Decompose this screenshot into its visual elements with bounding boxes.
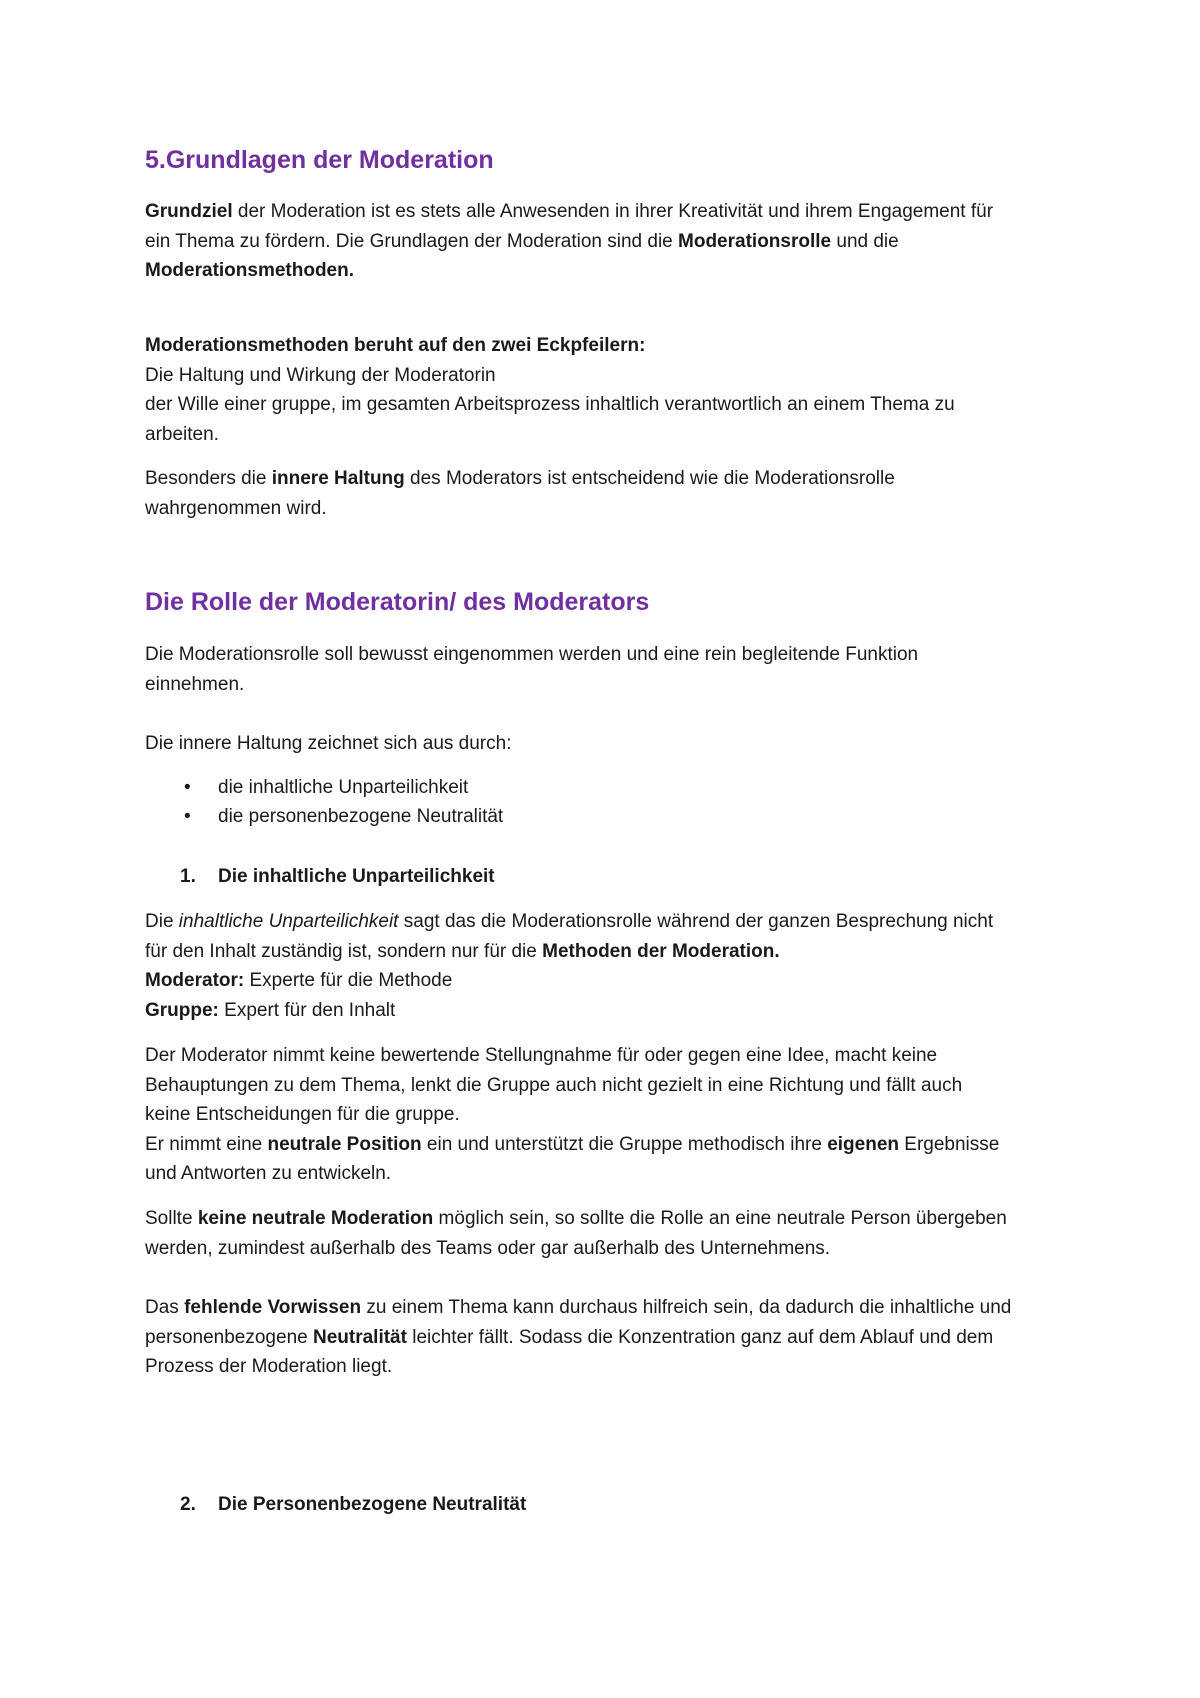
bold-term: fehlende Vorwissen [184, 1297, 362, 1318]
list-number: 1. [180, 866, 196, 887]
vorwissen-paragraph: Das fehlende Vorwissen zu einem Thema kann durchaus hilfreich sein, da dadurch die inhaltliche und personenbezogene Neutralität leichter fällt. Sodass die Konzentration ganz auf dem Ablauf und dem Prozess der Moderation liegt. [145, 1297, 1012, 1377]
methods-line: arbeiten. [145, 423, 219, 445]
section-heading-rolle: Die Rolle der Moderatorin/ des Moderators [145, 588, 650, 616]
bold-term: eigenen [827, 1133, 900, 1155]
bold-term: Neutralität [312, 1326, 407, 1348]
bold-term: Grundziel [145, 201, 233, 222]
rolle-paragraph: Die Moderationsrolle soll bewusst eingenommen werden und eine rein begleitende Funktion einnehmen. [145, 644, 919, 695]
methods-line: Die Haltung und Wirkung der Moderatorin [145, 364, 496, 386]
bold-term: innere Haltung [271, 468, 405, 489]
subheading-title: Die inhaltliche Unparteilichkeit [218, 866, 495, 887]
neutral-person-paragraph: Sollte keine neutrale Moderation möglich sein, so sollte die Rolle an eine neutrale Person übergeben werden, zumindest außerhalb des Teams oder gar außerhalb des Unternehmens. [145, 1208, 1007, 1259]
intro-paragraph: Grundziel der Moderation ist es stets alle Anwesenden in ihrer Kreativität und ihrem Engagement für ein Thema zu fördern. Die Grundlagen der Moderation sind die Moderationsrolle und die Moderationsmethoden. [145, 201, 994, 281]
subheading-title: Die Personenbezogene Neutralität [218, 1494, 527, 1515]
haltung-intro: Die innere Haltung zeichnet sich aus durch: [145, 733, 512, 754]
list-number: 2. [180, 1494, 196, 1515]
methods-paragraph [145, 331, 1065, 449]
document-page: 5.Grundlagen der Moderation Grundziel der Moderation ist es stets alle Anwesenden in ihrer Kreativität und ihrem Engagement für ein Thema zu fördern. Die Grundlagen der Moderation sind die Moderationsrolle und die Moderationsmethoden. Moderationsmethoden beruht auf den zwei Eckpfeilern: Die Haltung und Wirkung der Moderatorin der Wille einer gruppe, im gesamten Arbeitsprozess inhaltlich verantwortlich an einem Thema zu arbeiten. Besonders die innere Haltung des Moderators ist entscheidend wie die Moderationsrolle wahrgenommen wird. Die Rolle der Moderatorin/ des Moderators Die Moderationsrolle soll bewusst eingenommen werden und eine rein begleitende Funktion einnehmen. Die innere Haltung zeichnet sich aus durch: • die inhaltliche Unparteilichkeit • die personenbezogene Neutralität 1. Die inhaltliche Unparteilichkeit Die inhaltliche Unparteilichkeit sagt das die Moderationsrolle während der ganzen Besprechung nicht für den Inhalt zuständig ist, sondern nur für die Methoden der Moderation. Moderator: Experte für die Methode Gruppe: Expert für den Inhalt Der Moderator nimmt keine bewertende Stellungnahme für oder gegen eine Idee, macht keine Behauptungen zu dem Thema, lenkt die Gruppe auch nicht gezielt in eine Richtung und fällt auch keine Entscheidungen für die gruppe. Er nimmt eine neutrale Position ein und unterstützt die Gruppe methodisch ihre eigenen Ergebnisse und Antworten zu entwickeln. Sollte keine neutrale Moderation möglich sein, so sollte die Rolle an eine neutrale Person übergeben werden, zumindest außerhalb des Teams oder gar außerhalb des Unternehmens. Das fehlende Vorwissen zu einem Thema kann durchaus hilfreich sein, da dadurch die inhaltliche und personenbezogene Neutralität leichter fällt. Sodass die Konzentration ganz auf dem Ablauf und dem Prozess der Moderation liegt. 2. Die Personenbezogene Neutralität [0, 0, 1200, 1698]
bold-term: Methoden der Moderation. [542, 940, 780, 962]
moderator-behavior-paragraph: Der Moderator nimmt keine bewertende Stellungnahme für oder gegen eine Idee, macht keine Behauptungen zu dem Thema, lenkt die Gruppe auch nicht gezielt in eine Richtung und fällt auch keine Entscheidungen für die gruppe. Er nimmt eine neutrale Position ein und unterstützt die Gruppe methodisch ihre eigenen Ergebnisse und Antworten zu entwickeln. [145, 1045, 1000, 1184]
methods-line: der Wille einer gruppe, im gesamten Arbeitsprozess inhaltlich verantwortlich an einem Thema zu [145, 394, 955, 415]
methods-heading: Moderationsmethoden beruht auf den zwei Eckpfeilern: [145, 335, 646, 356]
besonders-paragraph: Besonders die innere Haltung des Moderators ist entscheidend wie die Moderationsrolle wahrgenommen wird. [145, 468, 895, 519]
bold-term: keine neutrale Moderation [197, 1208, 434, 1229]
italic-term: inhaltliche Unparteilichkeit [178, 911, 399, 932]
unparteilichkeit-paragraph: Die inhaltliche Unparteilichkeit sagt das die Moderationsrolle während der ganzen Besprechung nicht für den Inhalt zuständig ist, sondern nur für die Methoden der Moderation. Moderator: Experte für die Methode Gruppe: Expert für den Inhalt [145, 911, 994, 1021]
bold-term: Moderationsmethoden [145, 260, 349, 281]
bold-term: neutrale Position [267, 1133, 422, 1155]
moderator-label: Moderator: [145, 970, 245, 991]
bold-term: Moderationsrolle [678, 230, 832, 252]
bullet-icon: • [184, 806, 191, 827]
gruppe-label: Gruppe: [145, 999, 219, 1021]
section-heading-grundlagen: 5.Grundlagen der Moderation [145, 146, 494, 174]
bullet-icon: • [184, 777, 191, 798]
